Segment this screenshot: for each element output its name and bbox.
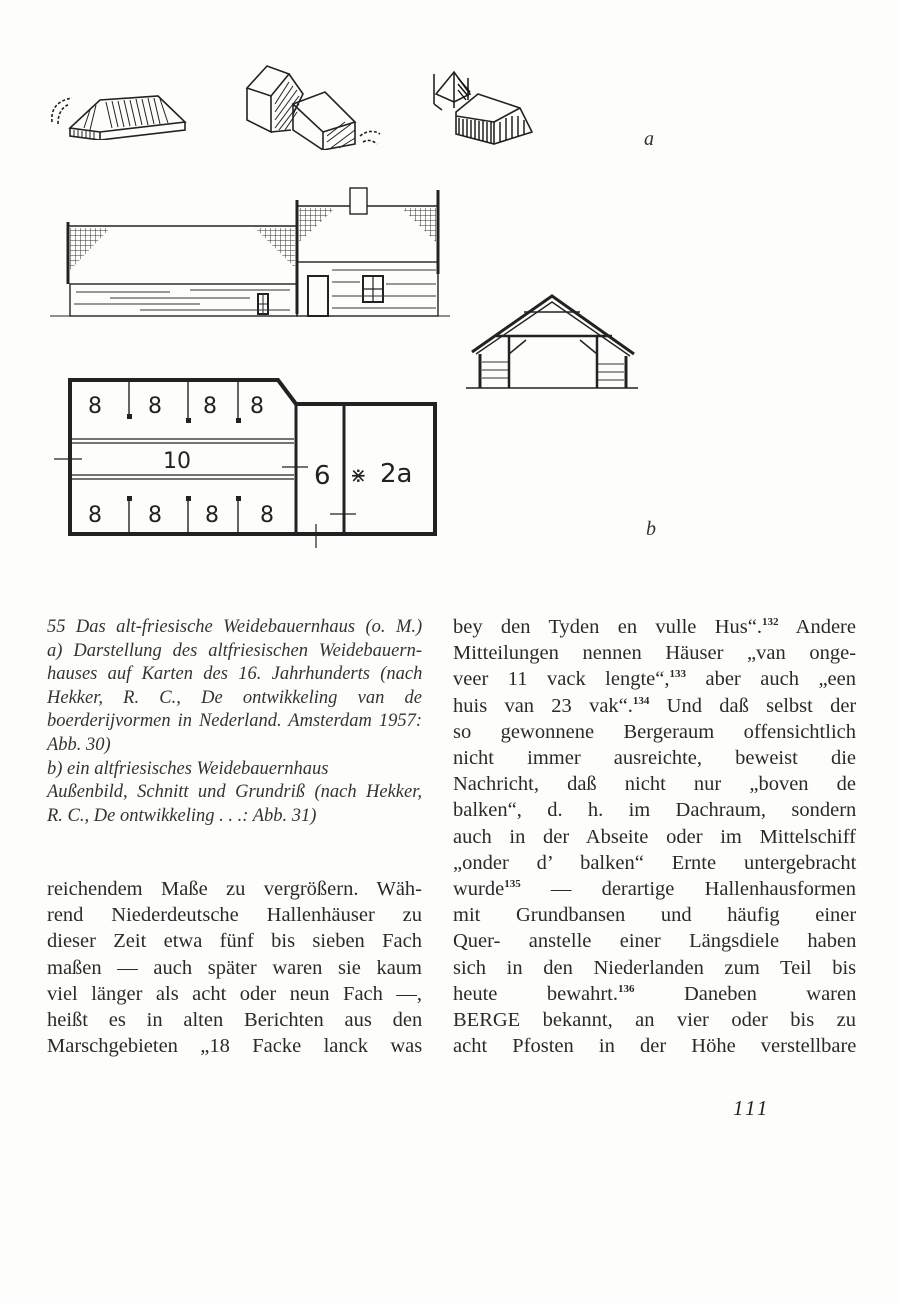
- body-line: balken“, d. h. im Dachraum, sondern: [453, 799, 857, 822]
- footnote-ref[interactable]: 134: [632, 694, 650, 707]
- body-line: reichendem Maße zu vergrößern. Wäh-: [47, 878, 422, 900]
- body-line: maßen — auch später waren sie kaum: [47, 956, 422, 979]
- body-line: Marschgebieten „18 Facke lanck was: [47, 1035, 423, 1058]
- plan-label-stall: 8: [203, 394, 217, 419]
- hearth-icon: ⋇: [350, 463, 367, 487]
- figure-label-b: b: [646, 518, 656, 540]
- body-line: veer 11 vack lengte“,$^{133}$ aber auch „een: [453, 668, 856, 691]
- caption-line: a) Darstellung des altfriesischen Weidebauern-: [47, 640, 422, 661]
- body-line: mit Grundbansen und häufig einer: [453, 904, 857, 927]
- sketch-hipped-roof-house: [40, 80, 190, 140]
- figure-55: [0, 0, 900, 560]
- drawing-floor-plan: [50, 372, 450, 552]
- plan-label-stall: 8: [250, 394, 264, 419]
- body-line: acht Pfosten in der Höhe verstellbare: [453, 1035, 857, 1058]
- plan-label-stall: 8: [260, 503, 274, 528]
- sketch-two-gable-house: [245, 60, 395, 150]
- body-line: Quer- anstelle einer Längsdiele haben: [453, 930, 857, 953]
- body-line: viel länger als acht oder neun Fach —,: [47, 982, 422, 1005]
- plan-label-stall: 8: [205, 503, 219, 528]
- body-line: huis van 23 vak“.$^{134}$ Und daß selbst der: [453, 694, 857, 717]
- drawing-exterior-elevation: [50, 180, 450, 320]
- caption-line: Abb. 30): [47, 734, 111, 755]
- drawing-cross-section: [466, 292, 638, 394]
- body-line: so gewonnene Bergeraum offensichtlich: [453, 720, 856, 743]
- body-line: Mitteilungen nennen Häuser „van onge-: [453, 642, 857, 665]
- body-text-right-column: [453, 614, 856, 1059]
- body-line: rend Niederdeutsche Hallenhäuser zu: [47, 904, 422, 927]
- body-line: sich in den Niederlanden zum Teil bis: [453, 956, 857, 979]
- body-line: heißt es in alten Berichten aus den: [47, 1009, 423, 1032]
- figure-label-a: a: [644, 128, 654, 150]
- body-line: „onder d’ balken“ Ernte untergebracht: [453, 851, 857, 874]
- body-line: nicht immer ausreichte, beweist die: [453, 747, 856, 770]
- plan-label-middle-room: 6: [314, 461, 331, 491]
- footnote-ref[interactable]: 135: [504, 878, 521, 891]
- body-line: heute bewahrt.$^{136}$ Daneben waren: [453, 982, 857, 1005]
- body-line: Nachricht, daß nicht nur „boven de: [453, 773, 857, 796]
- body-line: bey den Tyden en vulle Hus“.$^{132}$ Andere: [453, 616, 856, 638]
- plan-label-stall: 8: [148, 503, 162, 528]
- plan-label-stall: 8: [148, 394, 162, 419]
- body-line: wurde$^{135}$ — derartige Hallenhausformen: [453, 878, 856, 901]
- body-line: dieser Zeit etwa fünf bis sieben Fach: [47, 930, 422, 953]
- caption-line: R. C., De ontwikkeling . . .: Abb. 31): [47, 805, 317, 826]
- footnote-ref[interactable]: 132: [761, 616, 779, 628]
- plan-label-stall: 8: [88, 394, 102, 419]
- caption-line: hauses auf Karten des 16. Jahrhunderts (nach: [47, 664, 423, 685]
- caption-line: b) ein altfriesisches Weidebauernhaus: [47, 758, 329, 779]
- caption-line: Hekker, R. C., De ontwikkeling van de: [47, 687, 422, 708]
- caption-line: 55 Das alt-friesische Weidebauernhaus (o. M.): [47, 617, 423, 637]
- body-line: auch in der Abseite oder im Mittelschiff: [453, 825, 856, 848]
- plan-label-end-room: 2a: [380, 459, 413, 489]
- caption-line: boerderijvormen in Nederland. Amsterdam 1957:: [47, 711, 422, 732]
- footnote-ref[interactable]: 133: [669, 668, 686, 681]
- page-number: 111: [733, 1096, 771, 1120]
- sketch-house-with-tower: [432, 64, 542, 154]
- body-line: BERGE bekannt, an vier oder bis zu: [453, 1009, 856, 1032]
- plan-label-stall: 8: [88, 503, 102, 528]
- caption-line: Außenbild, Schnitt und Grundriß (nach Hekker,: [47, 782, 422, 803]
- figure-caption: [47, 616, 422, 828]
- plan-label-center-aisle: 10: [163, 449, 191, 474]
- body-text-left-column: [47, 876, 422, 1059]
- footnote-ref[interactable]: 136: [618, 982, 635, 995]
